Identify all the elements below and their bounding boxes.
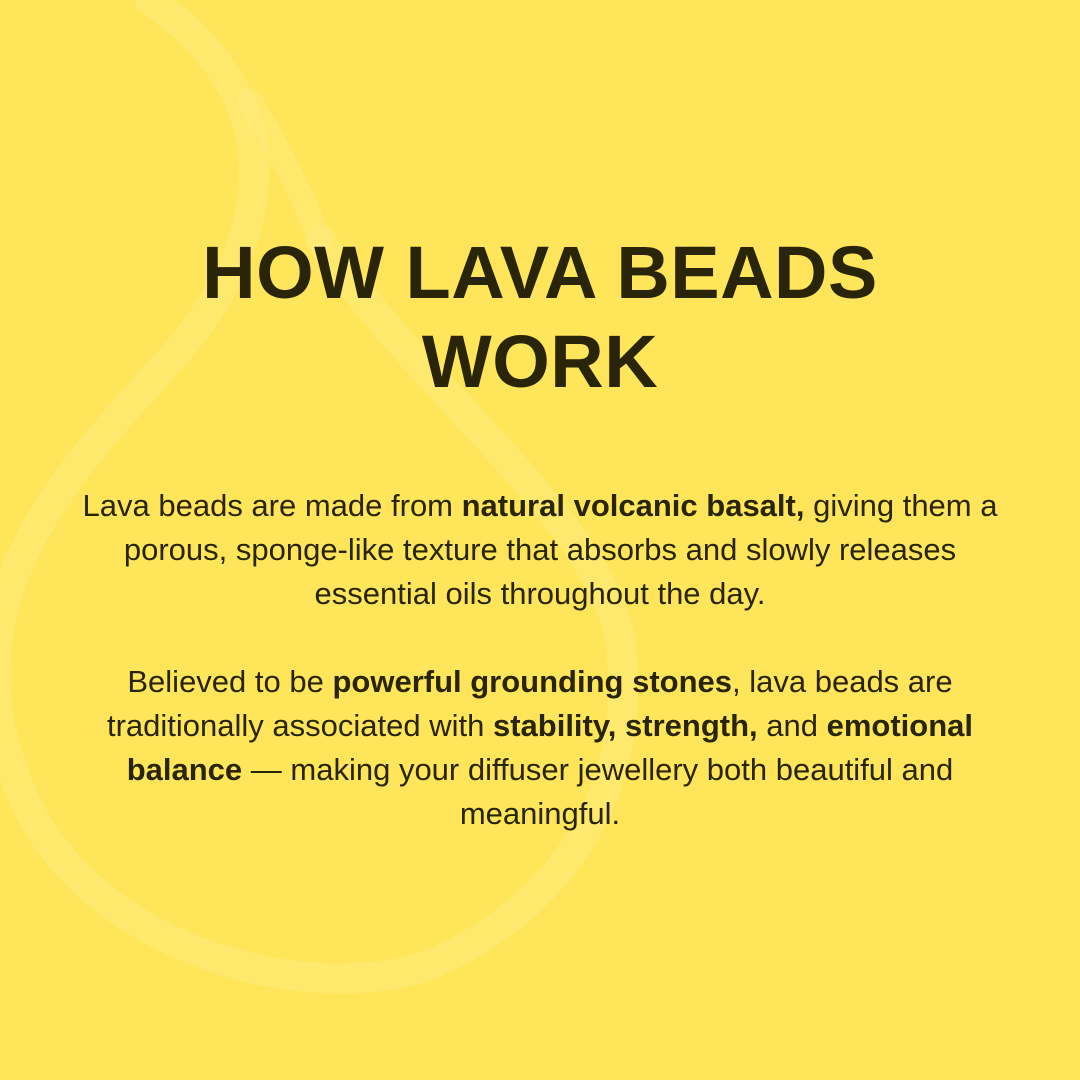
p2-bold-3: emotional balance	[126, 708, 974, 787]
p2-text-1: Believed to be	[127, 664, 333, 699]
p2-text-4: — making your diffuser jewellery both beautiful and meaningful.	[242, 752, 954, 831]
p2-bold-1: powerful grounding stones	[332, 664, 733, 699]
body-copy	[60, 484, 1020, 836]
p2-text-3: and	[757, 708, 827, 743]
page-title	[90, 228, 990, 406]
p1-text-2: giving them a porous, sponge-like texture that absorbs and slowly releases essential oils throughout the day.	[123, 488, 998, 611]
p2-text-2: , lava beads are traditionally associated with	[106, 664, 953, 743]
title-line-1: HOW LAVA BEADS	[202, 231, 878, 314]
title-line-2: WORK	[421, 320, 659, 403]
p2-bold-2: stability, strength,	[492, 708, 758, 743]
paragraph-basalt	[60, 484, 1020, 616]
p1-text-1: Lava beads are made from	[82, 488, 462, 523]
paragraph-grounding	[60, 660, 1020, 836]
p1-bold-1: natural volcanic basalt,	[461, 488, 805, 523]
